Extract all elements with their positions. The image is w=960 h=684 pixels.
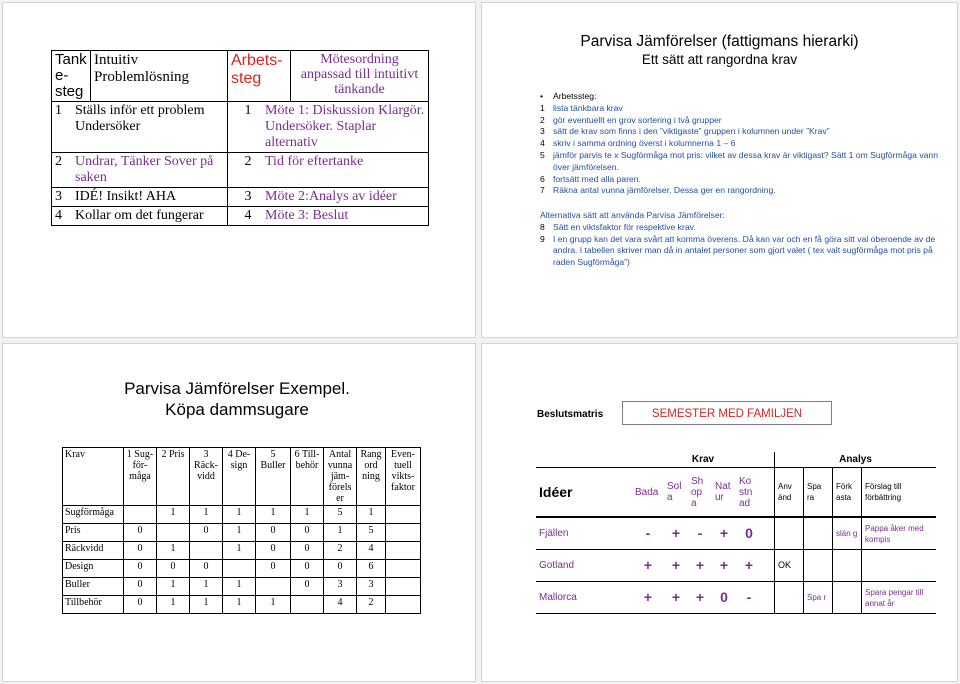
header-arbetssteg: Arbets- steg xyxy=(228,51,291,102)
problem-solving-table xyxy=(51,50,429,226)
slide2-title: Parvisa Jämförelser (fattigmans hierarki) xyxy=(580,33,859,50)
header-motesordning: Mötesordning anpassad till intuitivt tänkande xyxy=(291,51,429,102)
slide2-steps xyxy=(540,91,940,197)
col-ideer: Idéer xyxy=(536,468,632,518)
header-intuitiv: Intuitiv Problemlösning xyxy=(91,51,228,102)
decision-matrix-table xyxy=(536,452,936,614)
matrix-column-header: Idéer Bada Sol a Sh op a Nat ur Ko stn ad Anv änd Spa ra Förk asta Förslag till förbättring xyxy=(536,468,936,518)
pairwise-header-row: Krav 1 Sug- för- måga 2 Pris 3 Räck- vidd 4 De- sign 5 Buller 6 Till- behör Antal vunna jäm- förels er Rang ord ning Even- tuell vikts- faktor xyxy=(63,448,421,506)
step-7: 7 Räkna antal vunna jämförelser. Dessa ger en rangordning. xyxy=(540,185,776,196)
decision-matrix-title: SEMESTER MED FAMILJEN xyxy=(622,401,832,425)
table-row: Buller 0 1 1 1 0 3 3 xyxy=(63,578,421,596)
table-row: Fjällen - + - + 0 slän g Pappa åker med kompis xyxy=(536,517,936,550)
row3-right: 3 Möte 2:Analys av idéer xyxy=(228,188,429,207)
step-1: 1 lista tänkbara krav xyxy=(540,102,623,113)
group-analys: Analys xyxy=(775,452,937,468)
step-4: 4 skriv i samma ordning överst i kolumnerna 1 – 6 xyxy=(540,138,736,149)
row1-left: 1 Ställs inför ett problem Undersöker xyxy=(52,102,228,153)
step-9: 9 I en grupp kan det vara svårt att komma överens. Då kan var och en få göra sitt val oberoende av de andra. I tabellen skriver man då in antalet personer som gjort valet ( tex valt sugförmåga mot pris på raden Sugförmåga”) xyxy=(540,233,936,268)
slide3-title: Parvisa Jämförelser Exempel. Köpa dammsugare xyxy=(124,379,350,419)
row2-left: 2 Undrar, Tänker Sover på saken xyxy=(52,153,228,188)
table-row: Gotland + + + + + OK xyxy=(536,550,936,582)
pairwise-table xyxy=(62,447,421,614)
slide2-alternatives xyxy=(540,210,940,269)
table-row: Räckvidd 0 1 1 0 0 2 4 xyxy=(63,542,421,560)
step-8: 8 Sätt en viktsfaktor för respektive krav. xyxy=(540,221,696,232)
table-row: Pris 0 0 1 0 0 1 5 xyxy=(63,524,421,542)
table-row: Design 0 0 0 0 0 0 6 xyxy=(63,560,421,578)
slide2-title-block xyxy=(482,33,957,69)
decision-matrix-label: Beslutsmatris xyxy=(537,409,604,420)
row4-right: 4 Möte 3: Beslut xyxy=(228,207,429,226)
row4-left: 4 Kollar om det fungerar xyxy=(52,207,228,226)
steps-heading: • Arbetssteg: xyxy=(540,91,597,101)
step-5: 5 jämför parvis te x Sugförmåga mot pris: vilket av dessa krav är viktigast? Sätt 1 om Sugförmåga vann över jämförelsen. xyxy=(540,149,938,172)
group-krav: Krav xyxy=(632,452,775,468)
table-row: Sugförmåga 1 1 1 1 1 5 1 xyxy=(63,506,421,524)
row1-right: 1 Möte 1: Diskussion Klargör. Undersöker. Staplar alternativ xyxy=(228,102,429,153)
step-3: 3 sätt de krav som finns i den ”viktigaste” gruppen i kolumnen under ”Krav” xyxy=(540,126,830,137)
step-6: 6 fortsätt med alla paren. xyxy=(540,173,641,184)
header-tankesteg: Tank e- steg xyxy=(52,51,91,102)
step-2: 2 gör eventuellt en grov sortering i två grupper xyxy=(540,114,722,125)
row2-right: 2 Tid för eftertanke xyxy=(228,153,429,188)
table-row: Mallorca + + + 0 - Spa r Spara pengar till annat år xyxy=(536,582,936,614)
row3-left: 3 IDÉ! Insikt! AHA xyxy=(52,188,228,207)
matrix-group-header xyxy=(536,452,936,468)
alternatives-heading: Alternativa sätt att använda Parvisa Jämförelser: xyxy=(540,210,725,220)
table-row: Tillbehör 0 1 1 1 1 4 2 xyxy=(63,596,421,614)
slide2-subtitle: Ett sätt att rangordna krav xyxy=(641,52,798,67)
